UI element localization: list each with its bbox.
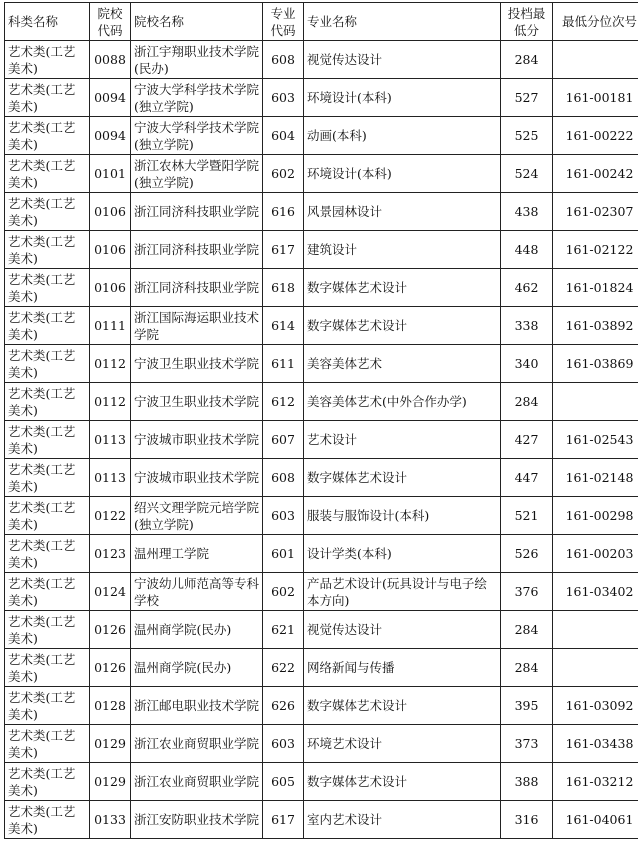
table-row [5,79,638,117]
table-row [5,345,638,383]
cell-major-name: 环境设计(本科) [304,79,501,117]
cell-min-score: 427 [501,421,553,459]
table-row [5,155,638,193]
cell-school-code: 0088 [90,41,131,79]
cell-category: 艺术类(工艺美术) [5,231,90,269]
admission-score-table [4,2,638,839]
cell-major-code: 622 [263,649,304,687]
table-row [5,535,638,573]
cell-major-code: 611 [263,345,304,383]
cell-category: 艺术类(工艺美术) [5,801,90,839]
cell-major-name: 数字媒体艺术设计 [304,307,501,345]
cell-min-rank: 161-00181 [553,79,638,117]
cell-min-rank: 161-03212 [553,763,638,801]
header-school-code: 院校代码 [90,3,131,41]
header-school-name: 院校名称 [131,3,263,41]
cell-major-code: 602 [263,155,304,193]
cell-major-name: 艺术设计 [304,421,501,459]
cell-school-name: 绍兴文理学院元培学院(独立学院) [131,497,263,535]
cell-school-code: 0128 [90,687,131,725]
table-row [5,801,638,839]
cell-major-name: 室内艺术设计 [304,801,501,839]
cell-major-code: 605 [263,763,304,801]
cell-school-name: 温州商学院(民办) [131,611,263,649]
cell-major-name: 数字媒体艺术设计 [304,459,501,497]
cell-min-score: 284 [501,383,553,421]
cell-school-code: 0113 [90,459,131,497]
header-category: 科类名称 [5,3,90,41]
cell-min-score: 284 [501,611,553,649]
cell-major-name: 环境艺术设计 [304,725,501,763]
cell-school-code: 0101 [90,155,131,193]
cell-category: 艺术类(工艺美术) [5,649,90,687]
cell-major-name: 网络新闻与传播 [304,649,501,687]
cell-major-name: 美容美体艺术 [304,345,501,383]
cell-min-score: 525 [501,117,553,155]
cell-min-score: 316 [501,801,553,839]
cell-major-code: 601 [263,535,304,573]
cell-major-code: 617 [263,231,304,269]
table-row [5,573,638,611]
cell-school-name: 宁波大学科学技术学院(独立学院) [131,79,263,117]
cell-school-name: 浙江宇翔职业技术学院(民办) [131,41,263,79]
cell-school-code: 0094 [90,117,131,155]
cell-school-name: 浙江同济科技职业学院 [131,231,263,269]
cell-category: 艺术类(工艺美术) [5,269,90,307]
cell-major-name: 环境设计(本科) [304,155,501,193]
cell-min-rank: 161-01824 [553,269,638,307]
cell-major-code: 607 [263,421,304,459]
table-body [5,41,638,839]
cell-category: 艺术类(工艺美术) [5,307,90,345]
table-row [5,41,638,79]
cell-major-name: 数字媒体艺术设计 [304,763,501,801]
cell-school-code: 0106 [90,231,131,269]
cell-category: 艺术类(工艺美术) [5,763,90,801]
table-row [5,649,638,687]
header-min-rank: 最低分位次号 [553,3,638,41]
cell-category: 艺术类(工艺美术) [5,535,90,573]
table-header-row [5,3,638,41]
table-row [5,611,638,649]
cell-school-code: 0133 [90,801,131,839]
table-row [5,231,638,269]
header-min-score: 投档最低分 [501,3,553,41]
cell-category: 艺术类(工艺美术) [5,345,90,383]
cell-min-rank [553,611,638,649]
cell-school-name: 浙江农业商贸职业学院 [131,725,263,763]
cell-min-rank: 161-03869 [553,345,638,383]
cell-school-name: 宁波卫生职业技术学院 [131,383,263,421]
cell-min-score: 388 [501,763,553,801]
cell-major-name: 风景园林设计 [304,193,501,231]
cell-min-rank: 161-02543 [553,421,638,459]
table-row [5,421,638,459]
cell-major-code: 617 [263,801,304,839]
cell-school-name: 温州理工学院 [131,535,263,573]
cell-major-code: 604 [263,117,304,155]
cell-school-code: 0124 [90,573,131,611]
cell-category: 艺术类(工艺美术) [5,155,90,193]
cell-school-code: 0094 [90,79,131,117]
header-major-code: 专业代码 [263,3,304,41]
cell-category: 艺术类(工艺美术) [5,117,90,155]
cell-school-name: 宁波城市职业技术学院 [131,421,263,459]
cell-category: 艺术类(工艺美术) [5,79,90,117]
cell-min-score: 373 [501,725,553,763]
cell-category: 艺术类(工艺美术) [5,41,90,79]
cell-school-name: 宁波大学科学技术学院(独立学院) [131,117,263,155]
cell-category: 艺术类(工艺美术) [5,687,90,725]
cell-school-name: 浙江同济科技职业学院 [131,193,263,231]
cell-category: 艺术类(工艺美术) [5,611,90,649]
table-row [5,687,638,725]
table-row [5,725,638,763]
cell-min-rank [553,41,638,79]
cell-category: 艺术类(工艺美术) [5,421,90,459]
cell-major-code: 603 [263,725,304,763]
cell-min-rank: 161-00298 [553,497,638,535]
cell-min-rank: 161-02148 [553,459,638,497]
cell-school-name: 浙江农林大学暨阳学院(独立学院) [131,155,263,193]
cell-min-rank: 161-00203 [553,535,638,573]
cell-major-code: 621 [263,611,304,649]
cell-min-score: 395 [501,687,553,725]
cell-school-name: 浙江农业商贸职业学院 [131,763,263,801]
cell-min-rank: 161-00242 [553,155,638,193]
cell-major-code: 614 [263,307,304,345]
cell-major-name: 数字媒体艺术设计 [304,687,501,725]
cell-school-name: 浙江邮电职业技术学院 [131,687,263,725]
cell-major-name: 动画(本科) [304,117,501,155]
cell-min-score: 438 [501,193,553,231]
cell-major-code: 603 [263,79,304,117]
cell-major-name: 视觉传达设计 [304,611,501,649]
cell-min-score: 448 [501,231,553,269]
cell-category: 艺术类(工艺美术) [5,573,90,611]
cell-major-code: 603 [263,497,304,535]
cell-school-code: 0111 [90,307,131,345]
cell-min-rank: 161-03892 [553,307,638,345]
cell-major-code: 612 [263,383,304,421]
cell-school-code: 0123 [90,535,131,573]
cell-major-name: 视觉传达设计 [304,41,501,79]
cell-school-name: 浙江同济科技职业学院 [131,269,263,307]
cell-min-rank: 161-04061 [553,801,638,839]
cell-major-code: 618 [263,269,304,307]
cell-major-code: 608 [263,41,304,79]
cell-min-rank [553,649,638,687]
cell-min-score: 284 [501,41,553,79]
cell-major-code: 602 [263,573,304,611]
cell-min-score: 284 [501,649,553,687]
cell-major-name: 产品艺术设计(玩具设计与电子绘本方向) [304,573,501,611]
cell-major-code: 608 [263,459,304,497]
cell-school-code: 0129 [90,763,131,801]
cell-category: 艺术类(工艺美术) [5,459,90,497]
cell-school-name: 宁波幼儿师范高等专科学校 [131,573,263,611]
cell-min-rank: 161-02307 [553,193,638,231]
cell-school-code: 0112 [90,345,131,383]
cell-school-code: 0126 [90,649,131,687]
cell-school-name: 宁波卫生职业技术学院 [131,345,263,383]
table-row [5,459,638,497]
cell-min-score: 447 [501,459,553,497]
cell-category: 艺术类(工艺美术) [5,497,90,535]
cell-school-name: 宁波城市职业技术学院 [131,459,263,497]
cell-major-code: 616 [263,193,304,231]
cell-min-score: 521 [501,497,553,535]
table-row [5,269,638,307]
cell-school-code: 0129 [90,725,131,763]
cell-min-score: 526 [501,535,553,573]
cell-min-rank [553,383,638,421]
cell-major-name: 设计学类(本科) [304,535,501,573]
table-row [5,307,638,345]
cell-school-name: 浙江国际海运职业技术学院 [131,307,263,345]
cell-min-score: 462 [501,269,553,307]
cell-school-code: 0106 [90,193,131,231]
header-major-name: 专业名称 [304,3,501,41]
cell-school-code: 0106 [90,269,131,307]
cell-school-code: 0112 [90,383,131,421]
cell-school-name: 浙江安防职业技术学院 [131,801,263,839]
cell-min-score: 338 [501,307,553,345]
cell-school-code: 0126 [90,611,131,649]
cell-school-name: 温州商学院(民办) [131,649,263,687]
cell-major-name: 数字媒体艺术设计 [304,269,501,307]
cell-min-score: 340 [501,345,553,383]
cell-category: 艺术类(工艺美术) [5,193,90,231]
cell-min-rank: 161-02122 [553,231,638,269]
cell-school-code: 0122 [90,497,131,535]
cell-school-code: 0113 [90,421,131,459]
table-row [5,383,638,421]
cell-min-rank: 161-00222 [553,117,638,155]
table-row [5,117,638,155]
cell-major-name: 建筑设计 [304,231,501,269]
cell-min-rank: 161-03402 [553,573,638,611]
table-row [5,763,638,801]
cell-major-code: 626 [263,687,304,725]
cell-major-name: 服装与服饰设计(本科) [304,497,501,535]
cell-min-rank: 161-03438 [553,725,638,763]
table-row [5,193,638,231]
cell-min-score: 376 [501,573,553,611]
cell-category: 艺术类(工艺美术) [5,725,90,763]
table-row [5,497,638,535]
cell-min-rank: 161-03092 [553,687,638,725]
cell-min-score: 527 [501,79,553,117]
cell-category: 艺术类(工艺美术) [5,383,90,421]
cell-min-score: 524 [501,155,553,193]
cell-major-name: 美容美体艺术(中外合作办学) [304,383,501,421]
